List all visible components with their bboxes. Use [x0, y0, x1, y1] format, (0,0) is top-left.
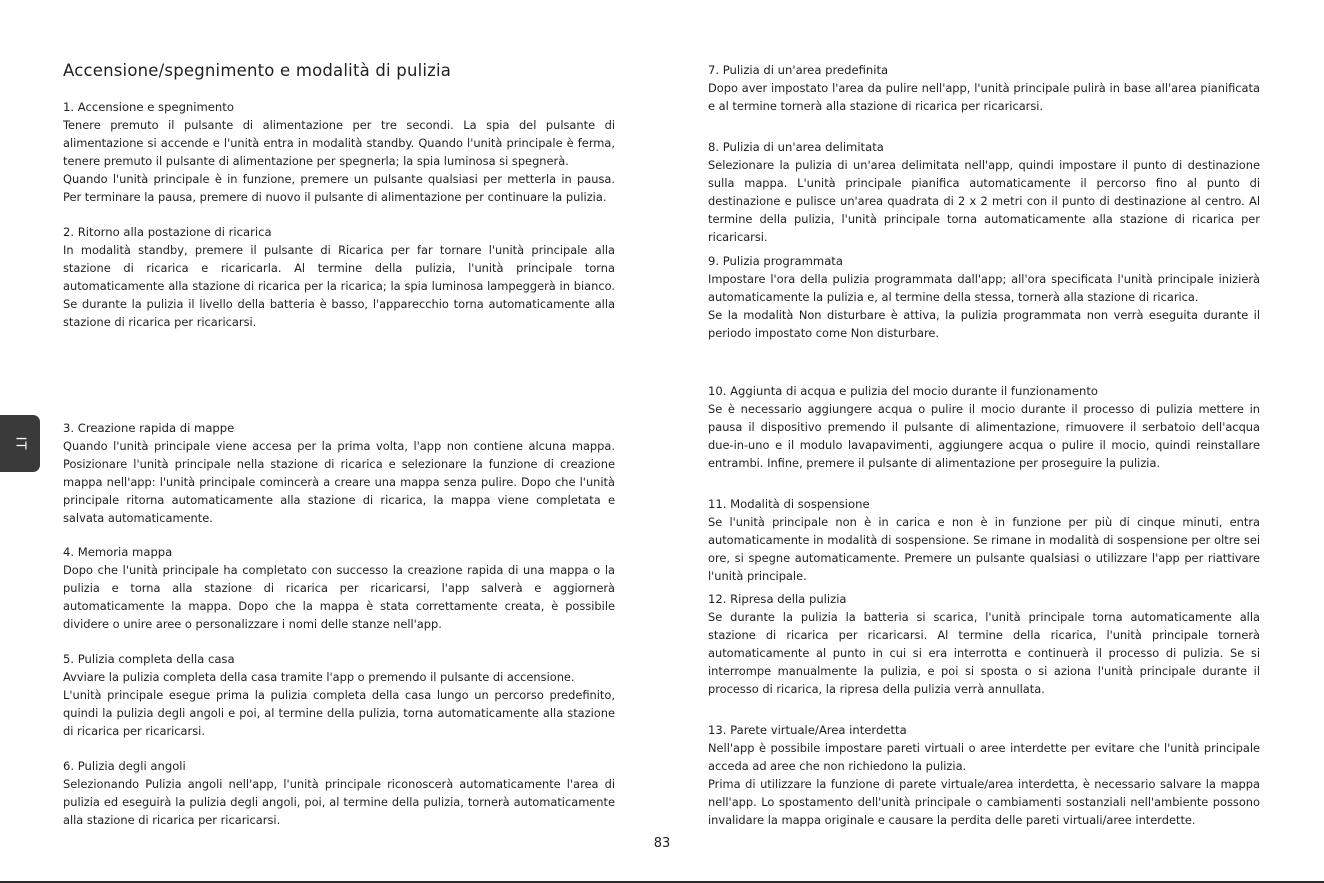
section-power-on-off	[63, 98, 615, 206]
language-tab	[0, 415, 40, 472]
section-return-to-dock	[63, 223, 615, 331]
section-heading: 1. Accensione e spegnimento	[63, 100, 234, 114]
section-heading: 11. Modalità di sospensione	[708, 497, 870, 511]
section-paragraph: Se è necessario aggiungere acqua o pulire il mocio durante il processo di pulizia mettere in pausa il dispositivo premendo il pulsante di alimentazione, rimuovere il serbatoio dell'acqua due-in-uno e il modulo lavapavimenti, aggiungere acqua o pulire il mocio, quindi reinstallare entrambi. Infine, premere il pulsante di alimentazione per proseguire la pulizia.	[708, 402, 1260, 470]
section-paragraph: Se l'unità principale non è in carica e non è in funzione per più di cinque minuti, entra automaticamente in modalità di sospensione. Se rimane in modalità di sospensione per oltre sei ore, si spegne automaticamente. Premere un pulsante qualsiasi o utilizzare l'app per riattivare l'unità principale.	[708, 515, 1260, 583]
language-tab-label: IT	[12, 436, 28, 451]
section-heading: 5. Pulizia completa della casa	[63, 652, 235, 666]
section-paragraph: Dopo che l'unità principale ha completato con successo la creazione rapida di una mappa o la pulizia e torna alla stazione di ricarica per ricaricarsi, l'app salverà e aggiornerà automaticamente la mappa. Dopo che la mappa è stata correttamente creata, è possibile dividere o unire aree o personalizzare i nomi delle stanze nell'app.	[63, 563, 615, 631]
section-heading: 7. Pulizia di un'area predefinita	[708, 63, 889, 77]
section-paragraph: In modalità standby, premere il pulsante di Ricarica per far tornare l'unità principale alla stazione di ricarica e ricaricarla. Al termine della pulizia, l'unità principale torna automaticamente alla stazione di ricarica per la ricarica; la spia luminosa lampeggerà in bianco. Se durante la pulizia il livello della batteria è basso, l'apparecchio torna automaticamente alla stazione di ricarica per ricaricarsi.	[63, 243, 615, 329]
section-heading: 12. Ripresa della pulizia	[708, 592, 847, 606]
section-sleep-mode	[708, 495, 1260, 585]
section-spot-area	[708, 138, 1260, 246]
section-paragraph: Selezionando Pulizia angoli nell'app, l'unità principale riconoscerà automaticamente l'area di pulizia ed eseguirà la pulizia degli angoli, poi, al termine della pulizia, tornerà automaticamente alla stazione di ricarica per ricaricarsi.	[63, 777, 615, 827]
section-paragraph: Impostare l'ora della pulizia programmata dall'app; all'ora specificata l'unità principale inizierà automaticamente la pulizia e, al termine della stessa, tornerà alla stazione di ricarica.	[708, 272, 1260, 304]
section-full-home-cleaning	[63, 650, 615, 740]
section-scheduled-cleaning	[708, 252, 1260, 342]
section-heading: 6. Pulizia degli angoli	[63, 759, 186, 773]
page-number: 83	[653, 836, 671, 851]
section-map-memory	[63, 543, 615, 633]
section-paragraph: Se durante la pulizia la batteria si scarica, l'unità principale torna automaticamente alla stazione di ricarica per ricaricarsi. Al termine della ricarica, l'unità principale tornerà automaticamente al punto in cui si era interrotta e continuerà il processo di pulizia. Se si interrompe manualmente la pulizia, e poi si sposta o si aziona l'unità principale durante il processo di ricarica, la ripresa della pulizia verrà annullata.	[708, 610, 1260, 696]
section-paragraph: Nell'app è possibile impostare pareti virtuali o aree interdette per evitare che l'unità principale acceda ad aree che non richiedono la pulizia.	[708, 741, 1260, 773]
section-heading: 9. Pulizia programmata	[708, 254, 843, 268]
section-paragraph: Selezionare la pulizia di un'area delimitata nell'app, quindi impostare il punto di destinazione sulla mappa. L'unità principale pianifica automaticamente il percorso fino al punto di destinazione e pulisce un'area quadrata di 2 x 2 metri con il punto di destinazione al centro. Al termine della pulizia, l'unità principale torna automaticamente alla stazione di ricarica per ricaricarsi.	[708, 158, 1260, 244]
section-heading: 8. Pulizia di un'area delimitata	[708, 140, 884, 154]
section-quick-mapping	[63, 419, 615, 527]
section-corner-cleaning	[63, 757, 615, 829]
section-paragraph: Quando l'unità principale viene accesa per la prima volta, l'app non contiene alcuna mappa. Posizionare l'unità principale nella stazione di ricarica e selezionare la funzione di creazione mappa nell'app: l'unità principale comincerà a creare una mappa senza pulire. Dopo che l'unità principale ritorna automaticamente alla stazione di ricarica, la mappa viene completata e salvata automaticamente.	[63, 439, 615, 525]
section-paragraph: Tenere premuto il pulsante di alimentazione per tre secondi. La spia del pulsante di alimentazione si accende e l'unità entra in modalità standby. Quando l'unità principale è ferma, tenere premuto il pulsante di alimentazione per spegnerla; la spia luminosa si spegnerà.	[63, 118, 615, 168]
section-paragraph: L'unità principale esegue prima la pulizia completa della casa lungo un percorso predefinito, quindi la pulizia degli angoli e poi, al termine della pulizia, torna automaticamente alla stazione di ricarica per ricaricarsi.	[63, 688, 615, 738]
section-heading: 10. Aggiunta di acqua e pulizia del mocio durante il funzionamento	[708, 384, 1098, 398]
section-paragraph: Prima di utilizzare la funzione di parete virtuale/area interdetta, è necessario salvare la mappa nell'app. Lo spostamento dell'unità principale o cambiamenti sostanziali nell'ambiente possono invalidare la mappa originale e causare la perdita delle pareti virtuali/aree interdette.	[708, 777, 1260, 827]
section-paragraph: Dopo aver impostato l'area da pulire nell'app, l'unità principale pulirà in base all'area pianificata e al termine tornerà alla stazione di ricarica per ricaricarsi.	[708, 81, 1260, 113]
section-heading: 13. Parete virtuale/Area interdetta	[708, 723, 907, 737]
section-paragraph: Se la modalità Non disturbare è attiva, la pulizia programmata non verrà eseguita durante il periodo impostato come Non disturbare.	[708, 308, 1260, 340]
section-predefined-area	[708, 61, 1260, 115]
section-paragraph: Avviare la pulizia completa della casa tramite l'app o premendo il pulsante di accensione.	[63, 670, 575, 684]
section-virtual-wall	[708, 721, 1260, 829]
section-add-water-mop	[708, 382, 1260, 472]
section-heading: 3. Creazione rapida di mappe	[63, 421, 235, 435]
section-heading: 2. Ritorno alla postazione di ricarica	[63, 225, 272, 239]
section-paragraph: Quando l'unità principale è in funzione, premere un pulsante qualsiasi per metterla in pausa. Per terminare la pausa, premere di nuovo il pulsante di alimentazione per continuare la pulizia.	[63, 172, 615, 204]
section-heading: 4. Memoria mappa	[63, 545, 173, 559]
section-resume-cleaning	[708, 590, 1260, 698]
page-title: Accensione/spegnimento e modalità di pulizia	[63, 61, 452, 80]
